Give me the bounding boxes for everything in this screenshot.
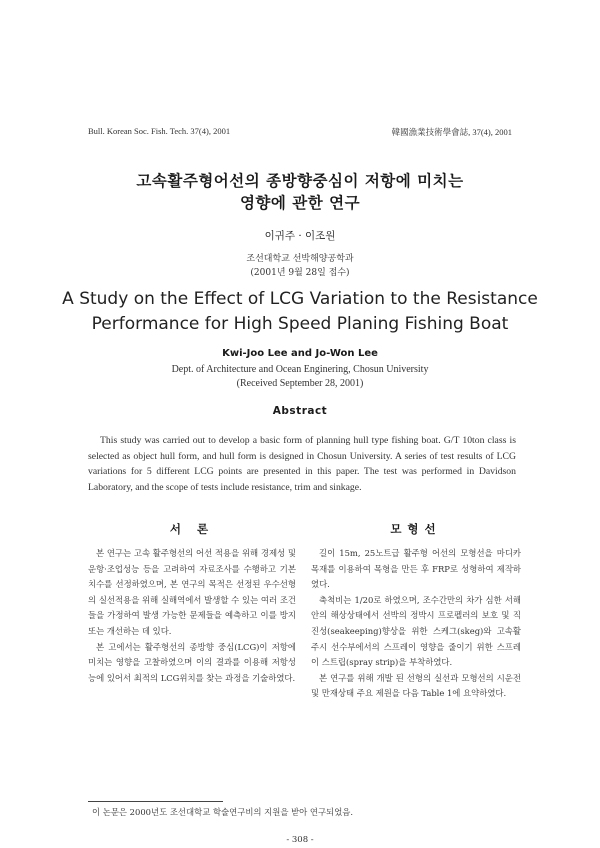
english-affiliation: Dept. of Architecture and Ocean Enginering, Chosun University xyxy=(171,364,429,375)
abstract-heading: Abstract xyxy=(272,405,328,417)
model-ship-paragraph: 축척비는 1/20로 하였으며, 조수간만의 차가 심한 서해안의 해상상태에서 선박의 정박시 프로펠러의 보호 및 직진성(seakeeping)향상을 위한 스케그(skeg)와 고속활주시 선수부에서의 스프레이 영향을 줄이기 위한 스프레이 스트립(spray strip)을 부착하였다. xyxy=(311,594,521,668)
introduction-paragraph: 본 연구는 고속 활주형선의 어선 적용을 위해 경제성 및 운항·조업성능 등을 고려하여 자료조사를 수행하고 기본 치수를 선정하였으며, 본 연구의 목적은 선정된 우수선형의 실선적용을 위해 실해역에서 발생할 수 있는 여러 조건들을 가정하여 발생 가능한 문제들을 예측하고 이를 방지 또는 개선하는 데 있다. xyxy=(88,548,296,636)
footnote-divider xyxy=(88,801,223,802)
korean-authors: 이귀주 · 이조원 xyxy=(264,230,336,242)
introduction-paragraph: 본 고에서는 활주형선의 종방향 중심(LCG)이 저항에 미치는 영향을 고찰하였으며 이의 결과를 이용해 저항성능에 있어서 최적의 LCG위치를 찾는 과정을 기술하였다. xyxy=(88,641,296,683)
korean-received-date: (2001년 9월 28일 접수) xyxy=(250,268,350,278)
footnote: 이 논문은 2000년도 조선대학교 학술연구비의 지원을 받아 연구되었음. xyxy=(92,807,354,817)
journal-header-left: Bull. Korean Soc. Fish. Tech. 37(4), 2001 xyxy=(88,126,231,136)
korean-title-line2: 영향에 관한 연구 xyxy=(239,193,361,212)
english-title-line2: Performance for High Speed Planing Fishing Boat xyxy=(91,314,509,334)
english-title-line1: A Study on the Effect of LCG Variation to the Resistance xyxy=(62,289,538,309)
model-ship-paragraph: 본 연구를 위해 개발 된 선형의 실선과 모형선의 시운전 및 만재상태 주요 제원을 다음 Table 1에 요약하였다. xyxy=(311,672,521,699)
model-ship-paragraph: 길이 15m, 25노트급 활주형 어선의 모형선을 마디카 목재를 이용하여 목형을 만든 후 FRP로 성형하여 제작하였다. xyxy=(311,548,521,590)
english-authors: Kwi-Joo Lee and Jo-Won Lee xyxy=(222,348,378,359)
abstract-text: This study was carried out to develop a basic form of planning hull type fishing boat. G/T 10ton class is selected as object hull form, and hull form is designed in Chosun University. A series of test results of LCG variations for 5 different LCG points are presented in this paper. The test was performed in Davidson Laboratory, and the scope of tests include resistance, trim and sinkage. xyxy=(88,435,516,493)
model-ship-body xyxy=(311,546,521,702)
page-number: - 308 - xyxy=(286,835,314,845)
section-heading-model-ship: 모형선 xyxy=(390,522,442,536)
english-received-date: (Received September 28, 2001) xyxy=(236,378,364,389)
journal-header-right: 韓國漁業技術學會誌, 37(4), 2001 xyxy=(391,127,512,137)
korean-affiliation: 조선대학교 선박해양공학과 xyxy=(246,254,354,264)
section-heading-introduction: 서 론 xyxy=(169,522,215,536)
introduction-body xyxy=(88,546,296,686)
korean-title-line1: 고속활주형어선의 종방향중심이 저항에 미치는 xyxy=(136,171,464,190)
